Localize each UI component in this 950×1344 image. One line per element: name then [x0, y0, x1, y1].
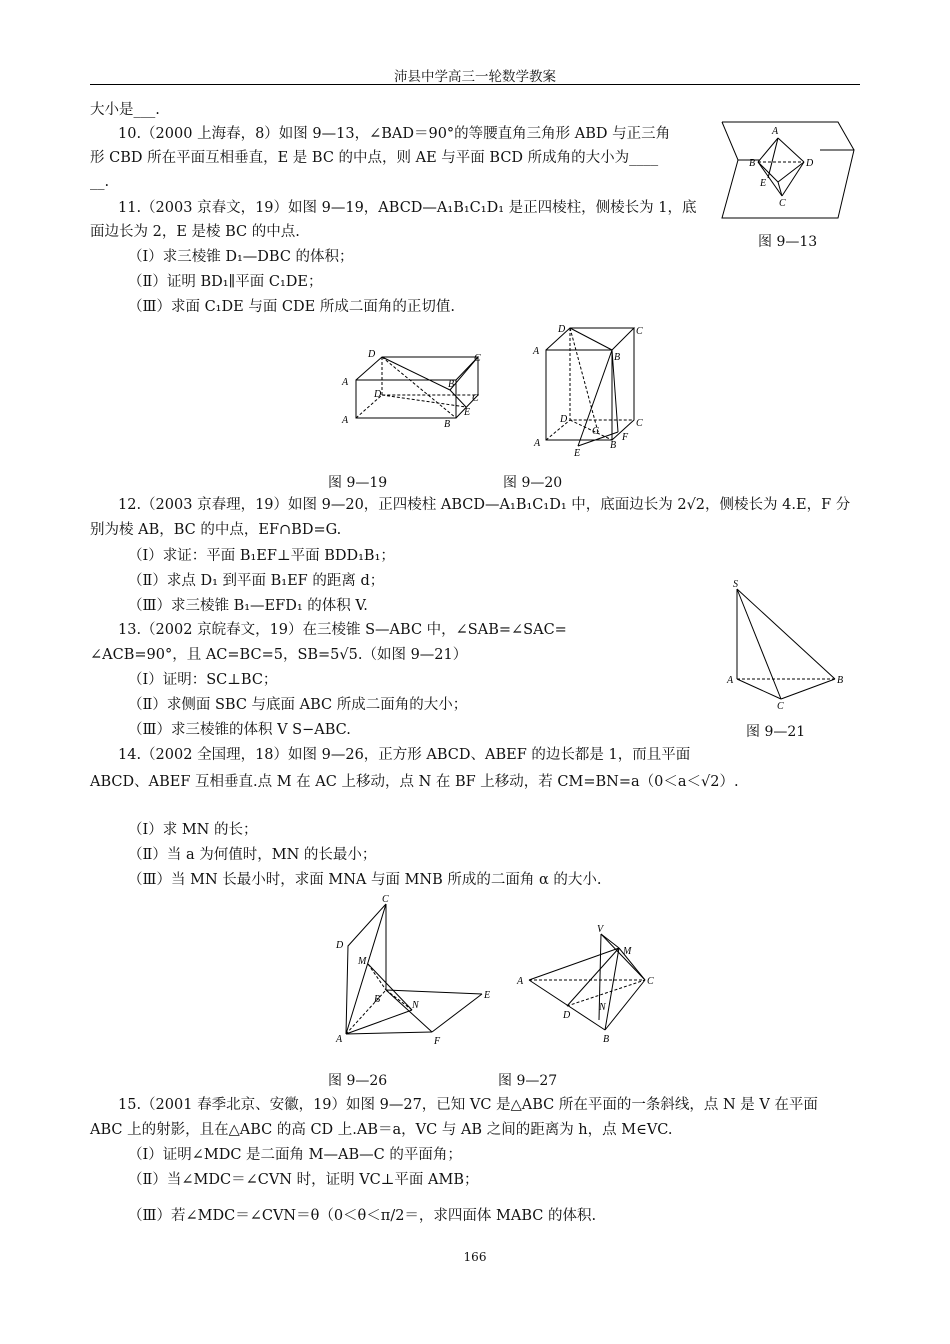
text-line: （Ⅰ）求 MN 的长；: [128, 822, 258, 838]
svg-text:B: B: [614, 352, 621, 363]
svg-text:C: C: [777, 701, 784, 712]
text-line: （Ⅱ）证明 BD₁∥平面 C₁DE；: [128, 274, 323, 290]
text-line: 大小是___.: [90, 102, 160, 118]
svg-text:D: D: [558, 324, 566, 335]
svg-text:B: B: [444, 419, 451, 430]
figure-9-27: [515, 920, 660, 1045]
text-line: 14.（2002 全国理，18）如图 9—26，正方形 ABCD、ABEF 的边长都是 1，而且平面: [118, 747, 691, 763]
svg-text:V: V: [597, 924, 604, 935]
text-line: （Ⅰ）求证：平面 B₁EF⊥平面 BDD₁B₁；: [128, 548, 395, 564]
text-line: 12.（2003 京春理，19）如图 9—20，正四棱柱 ABCD—A₁B₁C₁D₁ 中，底面边长为 2√2，侧棱长为 4.E，F 分: [118, 497, 851, 513]
header-rule: [90, 84, 860, 85]
svg-text:C: C: [472, 393, 479, 404]
svg-text:S: S: [733, 579, 738, 590]
text-line: ∠ACB=90°，且 AC=BC=5，SB=5√5.（如图 9—21）: [90, 647, 468, 663]
figure-9-13: [720, 120, 855, 225]
text-line: （Ⅱ）求侧面 SBC 与底面 ABC 所成二面角的大小；: [128, 697, 468, 713]
text-line: （Ⅱ）求点 D₁ 到平面 B₁EF 的距离 d；: [128, 573, 385, 589]
text-line: （Ⅲ）求三棱锥 B₁—EFD₁ 的体积 V.: [128, 598, 368, 614]
text-line: 13.（2002 京皖春文，19）在三棱锥 S—ABC 中，∠SAB=∠SAC=: [118, 622, 567, 638]
svg-text:M: M: [623, 946, 632, 957]
svg-text:B: B: [837, 675, 844, 686]
text-line: __.: [90, 174, 110, 190]
caption-fig-9-27: 图 9—27: [498, 1073, 558, 1089]
svg-text:D: D: [336, 940, 344, 951]
text-line: （Ⅱ）当 a 为何值时，MN 的长最小；: [128, 847, 377, 863]
svg-text:C: C: [636, 418, 643, 429]
text-line: 10.（2000 上海春，8）如图 9—13，∠BAD＝90°的等腰直角三角形 ABD 与正三角: [118, 126, 671, 142]
caption-fig-9-19: 图 9—19: [328, 475, 388, 491]
text-line: （Ⅰ）求三棱锥 D₁—DBC 的体积；: [128, 249, 354, 265]
svg-text:F: F: [622, 432, 629, 443]
svg-text:C: C: [636, 326, 643, 337]
text-line: ABCD、ABEF 互相垂直.点 M 在 AC 上移动，点 N 在 BF 上移动，若 CM=BN=a（0＜a＜√2）.: [90, 774, 739, 790]
svg-text:E: E: [574, 448, 581, 459]
svg-text:C: C: [779, 198, 786, 209]
text-line: ABC 上的射影，且在△ABC 的高 CD 上.AB＝a，VC 与 AB 之间的距离为 h，点 M∈VC.: [90, 1122, 673, 1138]
page-number: 166: [463, 1250, 487, 1264]
svg-text:B: B: [610, 440, 617, 451]
svg-text:N: N: [599, 1002, 606, 1013]
svg-text:D: D: [374, 389, 382, 400]
svg-text:D: D: [563, 1010, 571, 1021]
svg-text:B: B: [448, 379, 455, 390]
page-header: 沛县中学高三一轮数学教案: [394, 69, 556, 85]
text-line: 形 CBD 所在平面互相垂直，E 是 BC 的中点，则 AE 与平面 BCD 所成角的大小为____: [90, 150, 659, 166]
svg-text:C: C: [382, 894, 389, 905]
text-line: 11.（2003 京春文，19）如图 9—19，ABCD—A₁B₁C₁D₁ 是正四棱柱，侧棱长为 1，底: [118, 200, 697, 216]
svg-text:A: A: [534, 438, 541, 449]
text-line: （Ⅰ）证明：SC⊥BC；: [128, 672, 278, 688]
svg-text:D: D: [806, 158, 814, 169]
figure-9-19: [340, 345, 490, 430]
text-line: 面边长为 2，E 是棱 BC 的中点.: [90, 224, 300, 240]
svg-text:C: C: [474, 353, 481, 364]
text-line: 别为棱 AB，BC 的中点，EF∩BD=G.: [90, 522, 342, 538]
svg-text:A: A: [336, 1034, 343, 1045]
svg-text:B: B: [374, 994, 381, 1005]
text-line: （Ⅰ）证明∠MDC 是二面角 M—AB—C 的平面角；: [128, 1147, 462, 1163]
svg-text:M: M: [358, 956, 367, 967]
svg-text:D: D: [368, 349, 376, 360]
text-line: （Ⅲ）当 MN 长最小时，求面 MNA 与面 MNB 所成的二面角 α 的大小.: [128, 872, 602, 888]
svg-text:B: B: [749, 158, 756, 169]
svg-text:A: A: [342, 415, 349, 426]
svg-text:A: A: [727, 675, 734, 686]
svg-text:A: A: [772, 126, 779, 137]
text-line: 15.（2001 春季北京、安徽，19）如图 9—27，已知 VC 是△ABC 所在平面的一条斜线，点 N 是 V 在平面: [118, 1097, 818, 1113]
caption-fig-9-13: 图 9—13: [758, 234, 818, 250]
svg-text:A: A: [533, 346, 540, 357]
svg-text:N: N: [412, 1000, 419, 1011]
svg-text:D: D: [560, 414, 568, 425]
svg-text:B: B: [603, 1034, 610, 1045]
svg-text:E: E: [760, 178, 767, 189]
svg-text:A: A: [517, 976, 524, 987]
caption-fig-9-26: 图 9—26: [328, 1073, 388, 1089]
svg-text:G: G: [592, 426, 600, 437]
text-line: （Ⅱ）当∠MDC＝∠CVN 时，证明 VC⊥平面 AMB；: [128, 1172, 479, 1188]
svg-text:E: E: [464, 407, 471, 418]
caption-fig-9-21: 图 9—21: [746, 724, 806, 740]
svg-text:F: F: [434, 1036, 441, 1047]
figure-9-26: [330, 892, 500, 1047]
text-line: （Ⅲ）若∠MDC＝∠CVN＝θ（0＜θ＜π/2＝，求四面体 MABC 的体积.: [128, 1208, 597, 1224]
svg-text:C: C: [647, 976, 654, 987]
text-line: （Ⅲ）求三棱锥的体积 V S−ABC.: [128, 722, 351, 738]
text-line: （Ⅲ）求面 C₁DE 与面 CDE 所成二面角的正切值.: [128, 299, 455, 315]
svg-text:E: E: [484, 990, 491, 1001]
svg-text:A: A: [342, 377, 349, 388]
figure-9-21: [725, 575, 850, 712]
figure-9-20: [530, 322, 650, 457]
caption-fig-9-20: 图 9—20: [503, 475, 563, 491]
